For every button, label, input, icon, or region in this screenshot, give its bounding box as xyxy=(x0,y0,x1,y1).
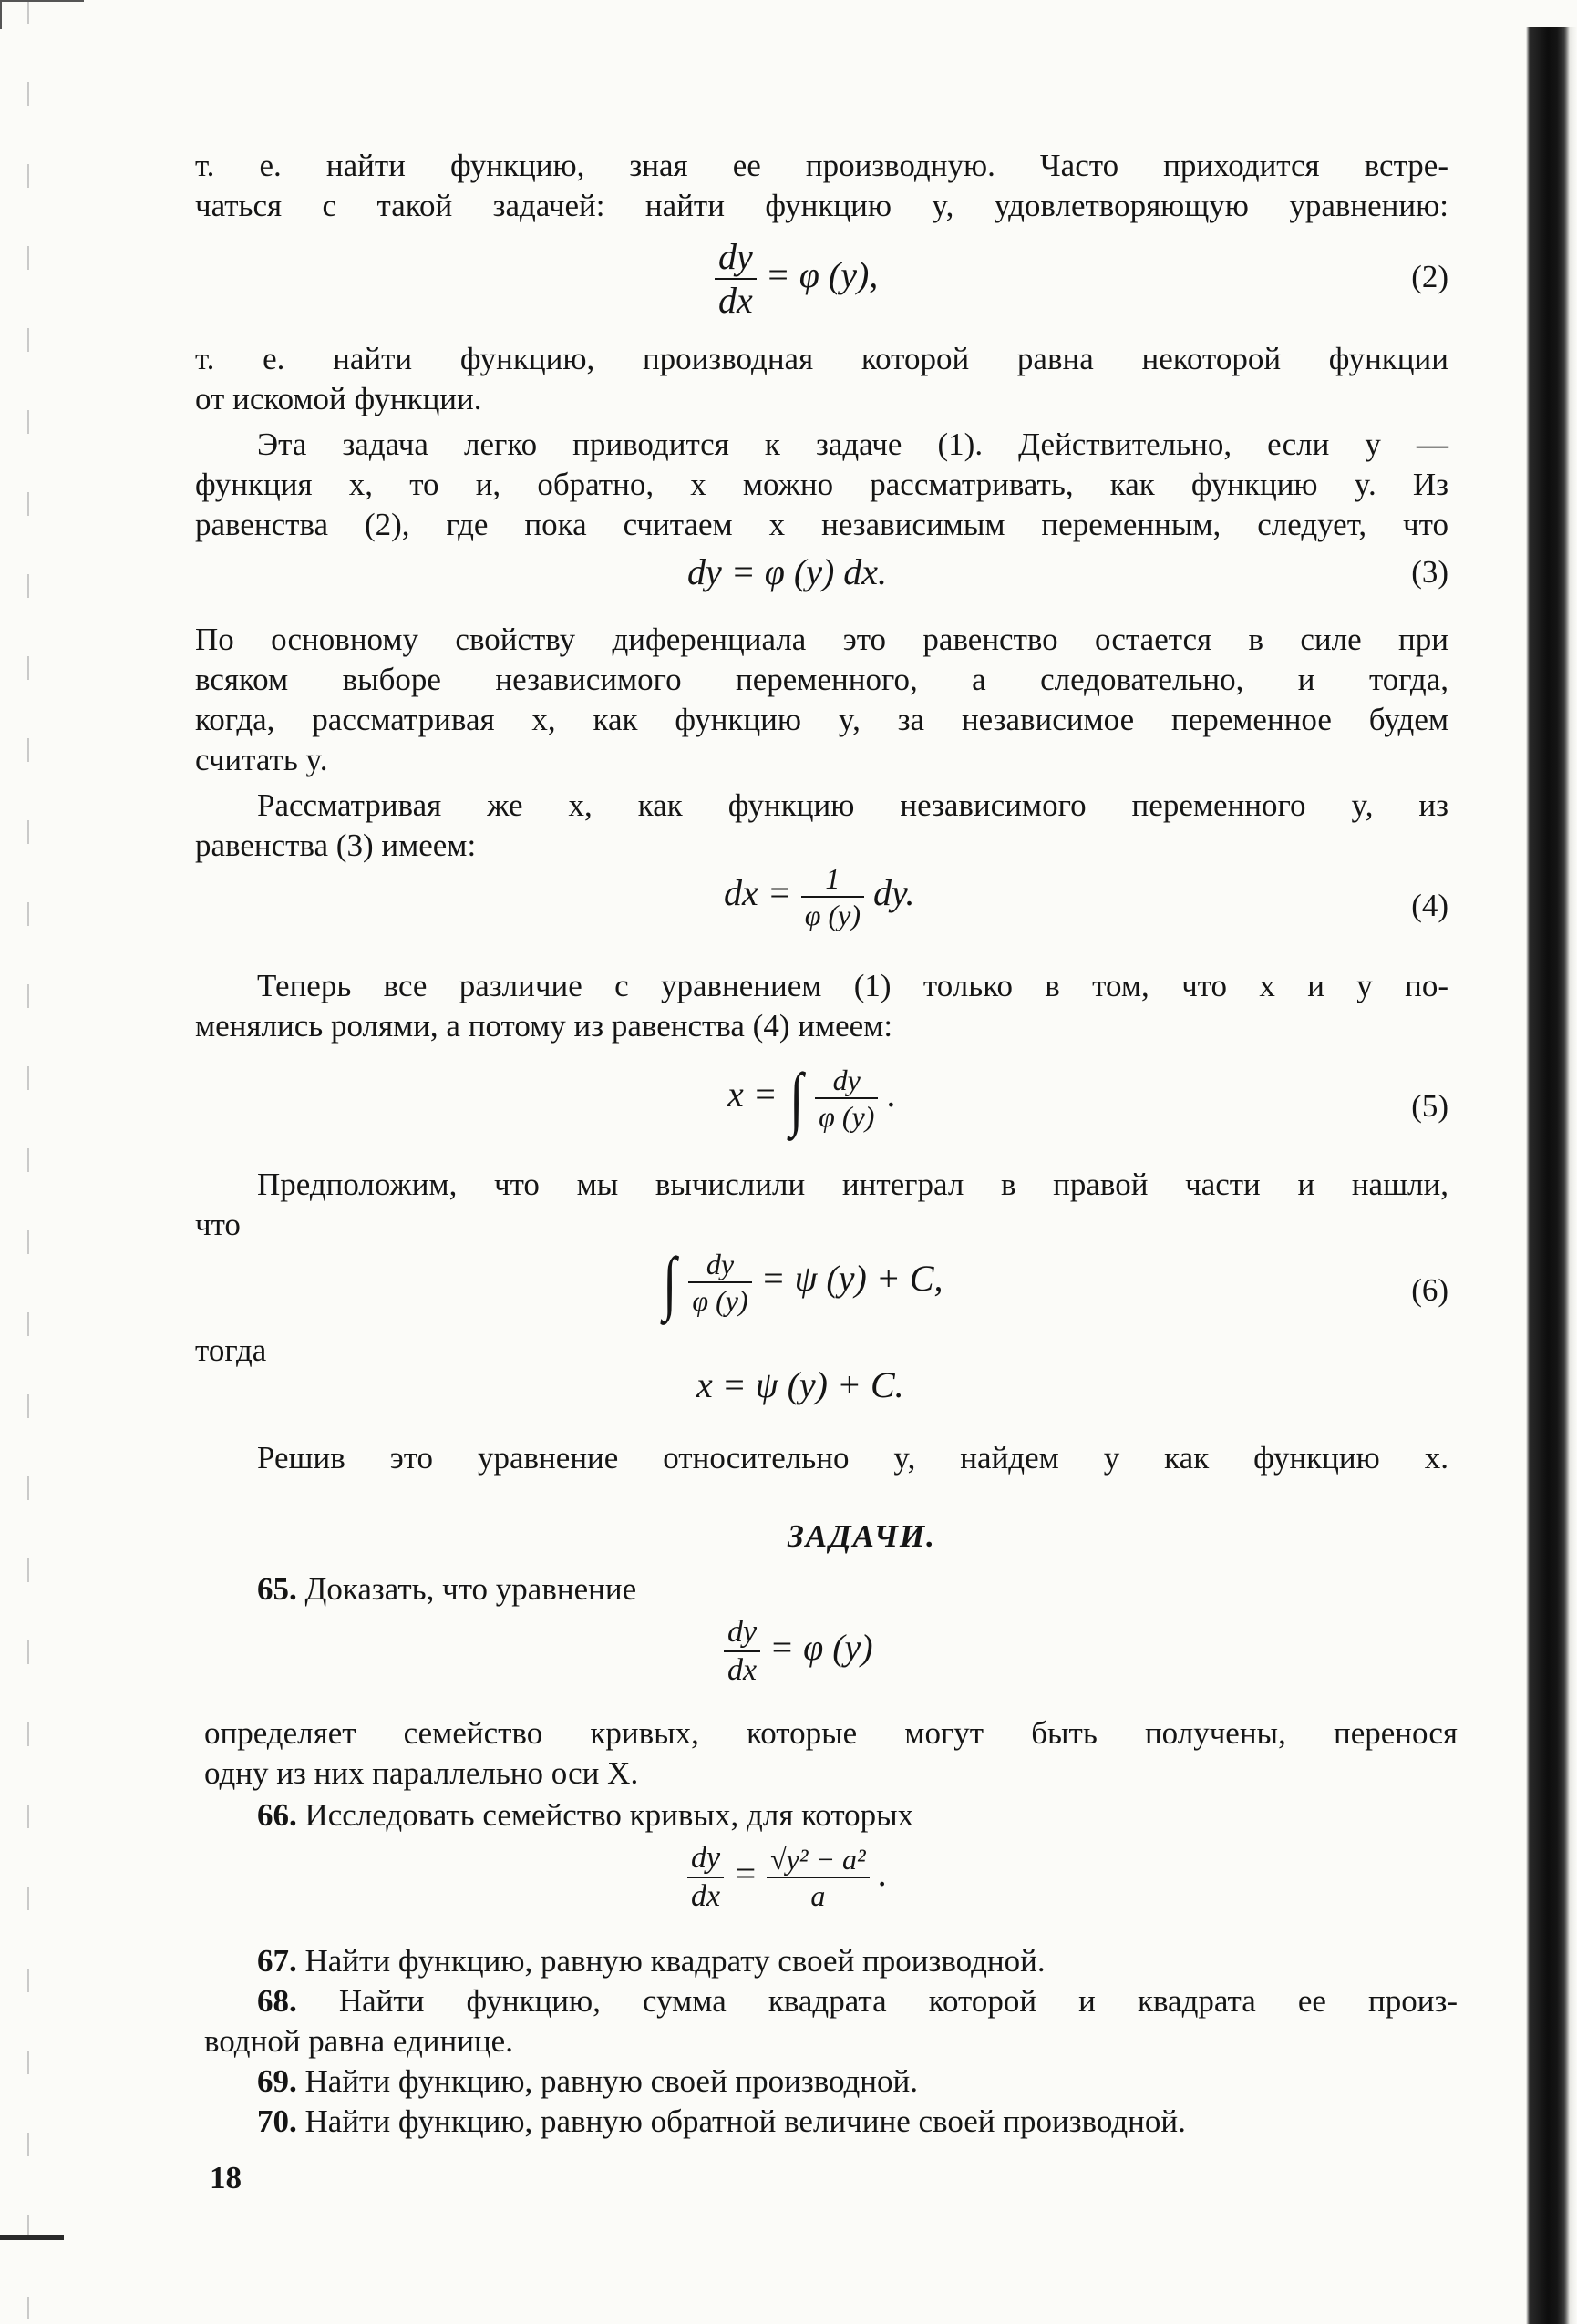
problem-number: 66. xyxy=(257,1797,297,1833)
equation-6: ∫ $\frac{dy}{\varphi (y)}$ = ψ (y) + C, (6) xyxy=(663,1242,1448,1321)
problem-66-equation: $\frac{dy}{dx}$ = $\frac{\text{√y² − a²}}{a}$ . xyxy=(687,1843,888,1921)
equation-4: dx = $\frac{1}{\varphi (y)}$ dy. (4) xyxy=(724,862,1448,931)
integral-sign: ∫ xyxy=(663,1242,677,1321)
paragraph-line: считать y. xyxy=(195,742,328,777)
paragraph-line: от искомой функции. xyxy=(195,381,482,416)
equation-3: dy = φ (y) dx. (3) xyxy=(687,551,1448,592)
paragraph-line: когда, рассматривая x, как функцию y, за независимое переменное будем xyxy=(195,702,1448,737)
paragraph-line: тогда xyxy=(195,1332,267,1368)
equation-label: (3) xyxy=(1411,554,1448,590)
paragraph-line: Предположим, что мы вычислили интеграл в правой части и нашли, xyxy=(257,1167,1448,1202)
equation-label: (4) xyxy=(1411,888,1448,923)
problem-65-equation: $\frac{dy}{dx}$ = φ (y) xyxy=(724,1617,873,1690)
paragraph-line: что xyxy=(195,1207,241,1242)
paragraph-line: т. е. найти функцию, зная ее производную. Часто приходится встре- xyxy=(195,148,1448,183)
equation-label: (2) xyxy=(1411,259,1448,294)
paragraph-line: Решив это уравнение относительно y, найдем y как функцию x. xyxy=(257,1440,1448,1476)
paragraph-line: Рассматривая же x, как функцию независимого переменного y, из xyxy=(257,787,1448,823)
paragraph-line: определяет семейство кривых, которые могут быть получены, перенося xyxy=(204,1715,1458,1751)
page-number: 18 xyxy=(210,2160,242,2195)
paragraph-line: Теперь все различие с уравнением (1) только в том, что x и y по- xyxy=(257,968,1448,1003)
problem-67: 67. Найти функцию, равную квадрату своей производной. xyxy=(257,1943,1046,1979)
paragraph-line: По основному свойству диференциала это равенство остается в силе при xyxy=(195,622,1448,657)
text-column xyxy=(195,0,1458,2319)
problem-66: 66. Исследовать семейство кривых, для которых xyxy=(257,1797,914,1833)
scan-corner-mark xyxy=(0,2235,64,2240)
equation-2: $\frac{dy}{dx}$ = φ (y), (2) xyxy=(195,239,1448,312)
problem-70: 70. Найти функцию, равную обратной величине своей производной. xyxy=(257,2103,1186,2139)
integral-sign: ∫ xyxy=(788,1058,803,1137)
problem-number: 67. xyxy=(257,1943,297,1979)
scan-corner-mark xyxy=(0,0,84,29)
equation-5: x = ∫ $\frac{dy}{\varphi (y)}$ . (5) xyxy=(727,1058,1448,1137)
problem-number: 65. xyxy=(257,1571,297,1607)
equation-label: (5) xyxy=(1411,1088,1448,1124)
problem-number: 69. xyxy=(257,2063,297,2099)
paragraph-line: чаться с такой задачей: найти функцию y, удовлетворяющую уравнению: xyxy=(195,188,1448,223)
paragraph-line: Эта задача легко приводится к задаче (1). Действительно, если y — xyxy=(257,427,1448,462)
problem-number: 68. xyxy=(257,1983,297,2019)
problem-65: 65. Доказать, что уравнение xyxy=(257,1571,637,1607)
problem-68: 68. Найти функцию, сумма квадрата которой и квадрата ее произ- xyxy=(257,1983,1458,2019)
paragraph-line: водной равна единице. xyxy=(204,2023,513,2059)
equation-label: (6) xyxy=(1411,1272,1448,1308)
paragraph-line: функция x, то и, обратно, x можно рассматривать, как функцию y. Из xyxy=(195,467,1448,502)
paragraph-line: равенства (2), где пока считаем x независимым переменным, следует, что xyxy=(195,507,1448,542)
paragraph-line: менялись ролями, а потому из равенства (4) имеем: xyxy=(195,1008,893,1044)
scan-left-edge xyxy=(27,0,29,2319)
section-heading: ЗАДАЧИ. xyxy=(788,1518,936,1554)
paragraph-line: всяком выборе независимого переменного, а следовательно, и тогда, xyxy=(195,662,1448,697)
paragraph-line: равенства (3) имеем: xyxy=(195,828,477,863)
problem-number: 70. xyxy=(257,2103,297,2139)
paragraph-line: т. е. найти функцию, производная которой равна некоторой функции xyxy=(195,341,1448,376)
problem-69: 69. Найти функцию, равную своей производной. xyxy=(257,2063,919,2099)
paragraph-line: одну из них параллельно оси X. xyxy=(204,1755,639,1791)
equation-7: x = ψ (y) + C. xyxy=(696,1364,904,1405)
